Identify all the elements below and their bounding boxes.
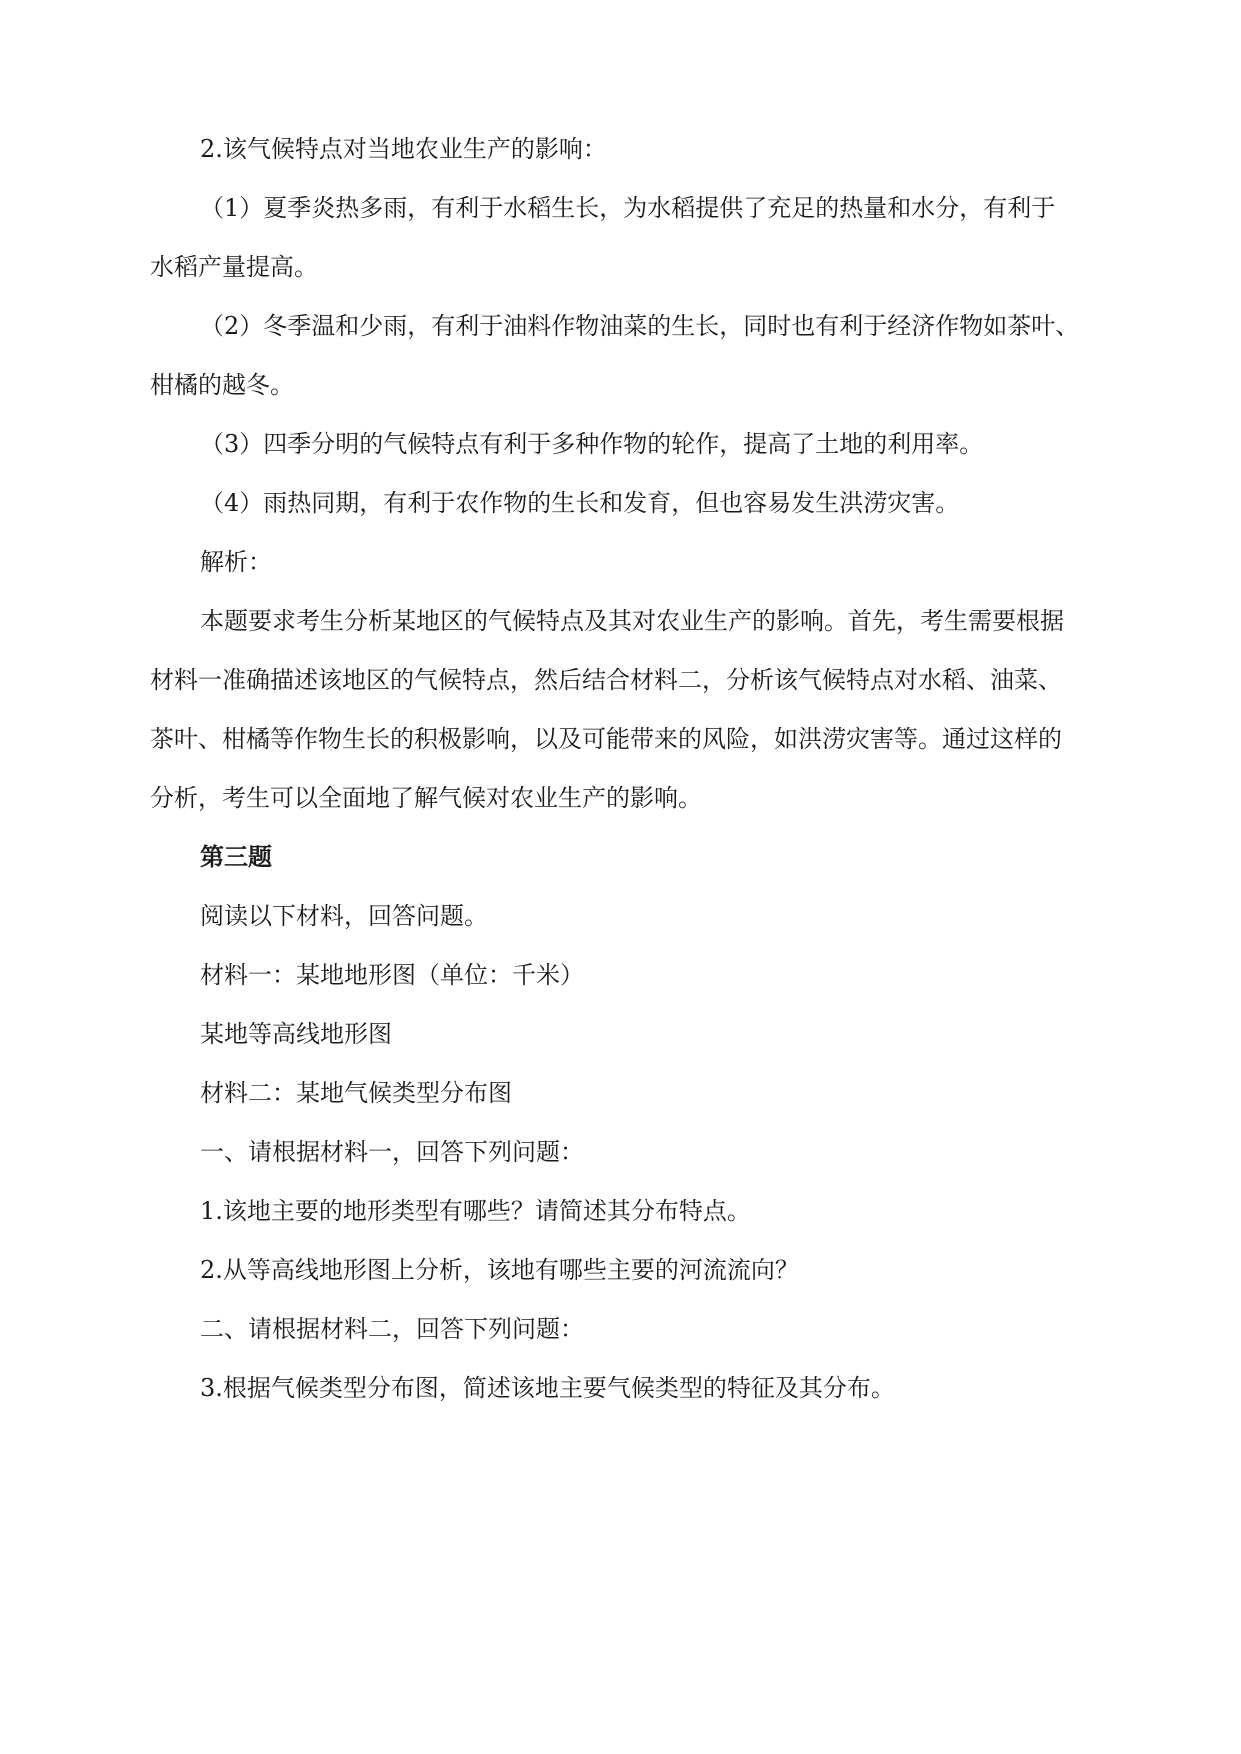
question-3-title: 第三题 bbox=[200, 842, 272, 871]
material-1-caption: 某地等高线地形图 bbox=[200, 1020, 392, 1048]
question-2: 2.从等高线地形图上分析，该地有哪些主要的河流流向？ bbox=[200, 1256, 799, 1284]
analysis-paragraph-line-1: 本题要求考生分析某地区的气候特点及其对农业生产的影响。首先，考生需要根据 bbox=[200, 607, 1064, 635]
analysis-paragraph-line-4: 分析，考生可以全面地了解气候对农业生产的影响。 bbox=[150, 784, 702, 812]
answer-point-3: （3）四季分明的气候特点有利于多种作物的轮作，提高了土地的利用率。 bbox=[200, 430, 984, 458]
part-1-heading: 一、请根据材料一，回答下列问题： bbox=[200, 1138, 584, 1166]
answer-point-2: （2）冬季温和少雨，有利于油料作物油菜的生长，同时也有利于经济作物如茶叶、 bbox=[200, 312, 1080, 340]
answer-point-4: （4）雨热同期，有利于农作物的生长和发育，但也容易发生洪涝灾害。 bbox=[200, 489, 960, 517]
material-1-label: 材料一：某地地形图（单位：千米） bbox=[200, 961, 584, 989]
analysis-paragraph-line-2: 材料一准确描述该地区的气候特点，然后结合材料二，分析该气候特点对水稻、油菜、 bbox=[150, 666, 1062, 694]
answer-point-1-continued: 水稻产量提高。 bbox=[150, 253, 318, 281]
question-3: 3.根据气候类型分布图，简述该地主要气候类型的特征及其分布。 bbox=[200, 1374, 895, 1402]
analysis-label: 解析： bbox=[200, 548, 272, 576]
answer-point-1: （1）夏季炎热多雨，有利于水稻生长，为水稻提供了充足的热量和水分，有利于 bbox=[200, 194, 1056, 222]
question-1: 1.该地主要的地形类型有哪些？请简述其分布特点。 bbox=[200, 1197, 751, 1225]
answer-point-2-continued: 柑橘的越冬。 bbox=[150, 371, 294, 399]
material-2-label: 材料二：某地气候类型分布图 bbox=[200, 1079, 512, 1107]
answer-heading: 2.该气候特点对当地农业生产的影响： bbox=[200, 135, 607, 163]
question-3-intro: 阅读以下材料，回答问题。 bbox=[200, 902, 488, 930]
analysis-paragraph-line-3: 茶叶、柑橘等作物生长的积极影响，以及可能带来的风险，如洪涝灾害等。通过这样的 bbox=[150, 725, 1062, 753]
part-2-heading: 二、请根据材料二，回答下列问题： bbox=[200, 1315, 584, 1343]
